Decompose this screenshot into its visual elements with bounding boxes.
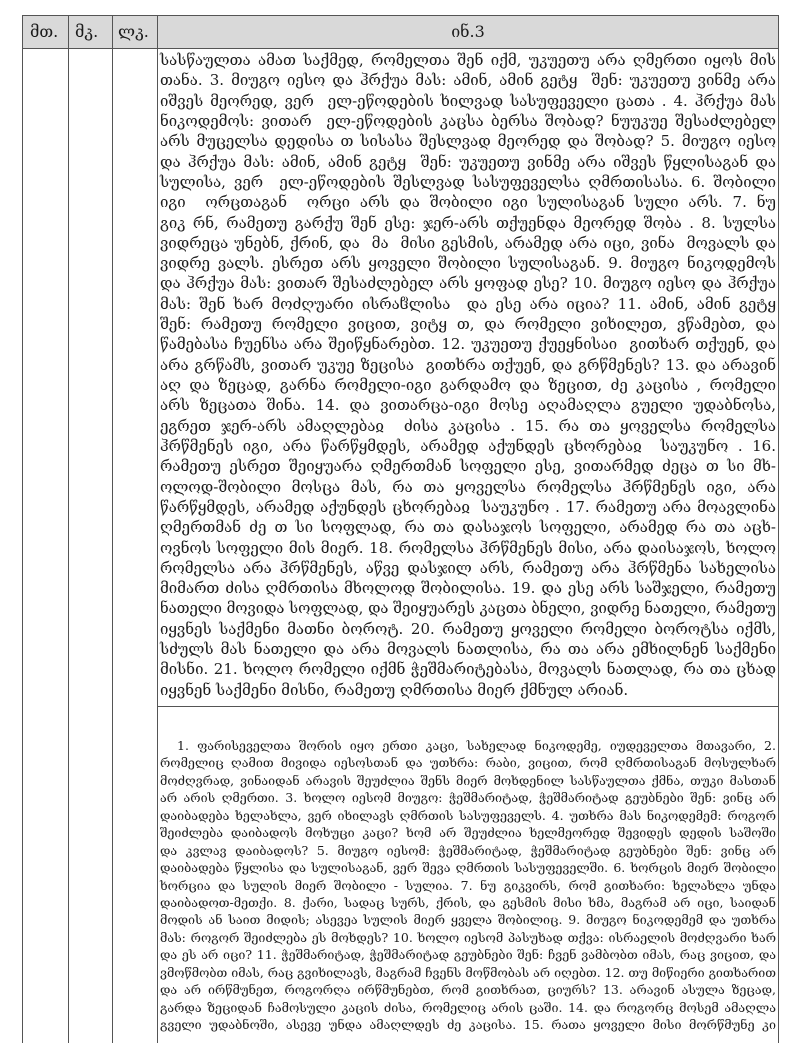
note-text-line-content: რომელიც ღამით მივიდა იესოსთან და უთხრა: რაბი, ვიცით, რომ ღმრთისაგან მოსულხარ <box>160 755 776 771</box>
note-text-line <box>160 807 776 824</box>
main-text-line <box>160 375 776 395</box>
header-label-in3: ინ.3 <box>451 22 485 41</box>
main-text-line-content: შენ: რამეთუ რომელი ვიცით, ვიტყ თ, და რომელი ვიხილეთ, ვწამებთ, და <box>160 315 776 334</box>
note-text-line <box>160 911 776 928</box>
main-text-line <box>160 314 776 334</box>
main-text-line <box>160 659 776 679</box>
main-text-line-content: არა გრწამს, ვითარ უკუე ზეცისა გითხრა თქუენ, და გრწმენეს? 13. და არავინ <box>160 355 776 374</box>
header-label-lk: ლკ. <box>118 22 149 41</box>
main-text-line <box>160 416 776 436</box>
main-text-line-content: წარწყმდეს, არამედ აქუნდეს ცხორებაჲ საუკუნო . 17. რამეთუ არა მოავლინა <box>160 497 776 516</box>
old-georgian-text-block <box>160 50 776 700</box>
note-text-line-content: გარდა ზეციდან ჩამოსული კაცის ძისა, რომელიც არის ცაში. 14. და როგორც მოსემ ამაღლა <box>160 999 776 1015</box>
main-text-line-content: სულისა, ვერ ელ-ეწოდების შესლვად სასუფეველსა ღმრთისასა. 6. შობილი <box>160 172 776 191</box>
main-text-line-content: რომელსა არა ჰრწმენეს, აწვე დასჯილ არს, რამეთუ არა ჰრწმენა სახელისა <box>160 558 776 577</box>
header-label-mt: მთ. <box>30 22 59 41</box>
main-text-line-content: ჰრწმენეს იგი, არა წარწყმდეს, არამედ აქუნდეს ცხორებაჲ საუკუნო . 16. <box>160 436 776 455</box>
main-text-line <box>160 152 776 172</box>
header-label-mk: მკ. <box>75 22 99 41</box>
main-text-line <box>160 456 776 476</box>
note-text-line <box>160 964 776 981</box>
table-header-row <box>22 15 779 49</box>
main-text-line-content: ეგრეთ ჯერ-არს ამაღლებაჲ ძისა კაცისა . 15. რა თა ყოველსა რომელსა <box>160 416 776 435</box>
note-text-line-content: დაიბადოთ-მეთქი. 8. ქარი, სადაც სურს, ქრის, და გესმის მისი ხმა, მაგრამ არ იცი, საიდან <box>160 894 776 910</box>
main-text-line-content: მიმართ ძისა ღმრთისა მხოლოდ შობილისა. 19. და ესე არს საშჯელი, რამეთუ <box>160 579 776 598</box>
note-text-line-content: დაიბადება წყლისა და სულისაგან, ვერ შევა ღმრთის სასუფეველში. 6. ხორცის მიერ შობილი <box>160 860 776 876</box>
note-text-line-content: მოდის ან საით მიდის; ასევეა სულის მიერ ყველა შობილიც. 9. მიუგო ნიკოდემემ და უთხრა <box>160 912 776 928</box>
main-text-line <box>160 639 776 659</box>
main-text-line-content: იშვეს მეორედ, ვერ ელ-ეწოდების ხილვად სასუფეველი ცათა . 4. ჰრქუა მას <box>160 91 776 110</box>
header-cell-lk <box>112 16 157 48</box>
note-text-line <box>160 946 776 963</box>
main-text-line <box>160 233 776 253</box>
main-text-line-content: თანა. 3. მიუგო იესო და ჰრქუა მას: ამინ, ამინ გეტყ შენ: უკუეთუ ვინმე არა <box>160 71 776 90</box>
body-cell-in3-text <box>157 49 779 1043</box>
main-text-line-content: ნიკოდემოს: ვითარ ელ-ეწოდების კაცსა ბერსა შობად? ნუუკუე შესაძლებელ <box>160 111 776 130</box>
main-text-line-content: ვიდრეცა უნებნ, ქრინ, და მა მისი გესმის, არამედ არა იცი, ვინა მოვალს და <box>160 233 776 252</box>
main-text-line <box>160 91 776 111</box>
main-text-line <box>160 111 776 131</box>
main-text-line <box>160 355 776 375</box>
main-text-line-content: მას: შენ ხარ მოძღუარი ისრაჱლისა და ესე არა იცია? 11. ამინ, ამინ გეტყ <box>160 294 776 313</box>
main-text-line <box>160 253 776 273</box>
body-cell-mt-empty <box>22 49 68 1043</box>
modern-georgian-text-block <box>160 737 776 1033</box>
main-text-line-content: იყვნენ საქმენი მისნი, რამეთუ ღმრთისა მიერ ქმნულ არიან. <box>160 680 629 699</box>
note-text-line <box>160 842 776 859</box>
main-text-line <box>160 680 776 700</box>
header-cell-in3 <box>157 16 778 48</box>
note-text-line <box>160 929 776 946</box>
main-text-line-content: რამეთუ ესრეთ შეიყუარა ღმერთმან სოფელი ესე, ვითარმედ ძეცა თ სი მხ- <box>160 457 776 476</box>
main-text-line-content: სძულს მას ნათელი და არა მოვალს ნათლისა, რა თა არა ემხილნენ საქმენი <box>160 640 776 659</box>
main-text-line <box>160 619 776 639</box>
main-text-line <box>160 538 776 558</box>
main-text-line <box>160 172 776 192</box>
main-text-line-content: ოლოდ-შობილი მოსცა მას, რა თა ყოველსა რომელსა ჰრწმენეს იგი, არა <box>160 477 776 496</box>
main-text-line <box>160 558 776 578</box>
main-text-line-content: იგი ორცთაგან ორცი არს და შობილი იგი სულისაგან სული არს. 7. ნუ <box>160 193 776 212</box>
main-text-line-content: ნათელი მოვიდა სოფლად, და შეიყუარეს კაცთა ბნელი, ვიდრე ნათელი, რამეთუ <box>160 599 776 618</box>
main-text-line <box>160 294 776 314</box>
main-text-line-content: იყვნეს საქმენი მათნი ბოროტ. 20. რამეთუ ყოველი რომელი ბოროტსა იქმს, <box>160 619 776 638</box>
main-text-line-content: ოვნოს სოფელი მის მიერ. 18. რომელსა ჰრწმენეს მისი, არა დაისაჯოს, ხოლო <box>160 538 776 557</box>
main-text-line <box>160 334 776 354</box>
main-text-line <box>160 273 776 293</box>
note-text-line <box>160 737 776 754</box>
main-text-line <box>160 436 776 456</box>
main-text-line <box>160 497 776 517</box>
note-text-line-content: მოძღვრად, ვინაიდან არავის შეუძლია შენს მიერ მოხდენილ სასწაულთა ქმნა, თუკი მასთან <box>160 772 776 788</box>
note-text-line-content: შეიძლება დაიბადოს მოხუცი კაცი? ხომ არ შეუძლია ხელმეორედ შევიდეს დედის საშოში <box>160 825 776 841</box>
note-text-line <box>160 894 776 911</box>
main-text-line <box>160 517 776 537</box>
main-text-line-content: ვიდრე ვალს. ესრეთ არს ყოველი შობილი სულისაგან. 9. მიუგო ნიკოდემოს <box>160 254 776 273</box>
body-cell-mk-empty <box>68 49 112 1043</box>
note-text-line-content: 1. ფარისეველთა შორის იყო ერთი კაცი, სახელად ნიკოდემე, იუდეველთა მთავარი, 2. <box>177 738 776 753</box>
main-text-line-content: და ჰრქუა მას: ვითარ შესაძლებელ არს ყოფად ესე? 10. მიუგო იესო და ჰრქუა <box>160 274 776 293</box>
note-text-line-content: მას: როგორ შეიძლება ეს მოხდეს? 10. ხოლო იესომ პასუხად თქვა: ისრაელის მოძღვარი ხარ <box>160 929 776 945</box>
note-text-line <box>160 877 776 894</box>
note-text-line-content: ხორცია და სულის მიერ შობილი - სულია. 7. ნუ გიკვირს, რომ გითხარი: ხელახლა უნდა <box>160 877 776 893</box>
note-text-line-content: არ არის ღმერთი. 3. ხოლო იესომ მიუგო: ჭეშმარიტად, ჭეშმარიტად გეუბნები შენ: ვინც არ <box>160 790 776 806</box>
section-divider <box>158 706 778 707</box>
note-text-line <box>160 1016 776 1033</box>
main-text-line <box>160 578 776 598</box>
note-text-line-content: დაიბადება ხელახლა, ვერ იხილავს ღმრთის სასუფეველს. 4. უთხრა მას ნიკოდემემ: როგორ <box>160 807 776 823</box>
main-text-line <box>160 395 776 415</box>
note-text-line <box>160 824 776 841</box>
header-cell-mk <box>68 16 112 48</box>
note-text-line-content: და ეს არ იცი? 11. ჭეშმარიტად, ჭეშმარიტად გეუბნები შენ: ჩვენ ვამბობთ იმას, რაც ვიცით, და <box>160 947 776 963</box>
main-text-line <box>160 131 776 151</box>
header-cell-mt <box>23 16 68 48</box>
note-text-line <box>160 754 776 771</box>
main-text-line <box>160 213 776 233</box>
main-text-line-content: არს მუცელსა დედისა თ სისასა შესლვად მეორედ და შობად? 5. მიუგო იესო <box>160 132 776 151</box>
note-text-line <box>160 772 776 789</box>
main-text-line-content: მისნი. 21. ხოლო რომელი იქმნ ჭეშმარიტებასა, მოვალს ნათლად, რა თა ცხად <box>160 660 776 679</box>
note-text-line <box>160 981 776 998</box>
main-text-line-content: წამებასა ჩუენსა არა შეიწყნარებთ. 12. უკუეთუ ქუეყნისაი გითხარ თქუენ, და <box>160 335 776 354</box>
main-text-line-content: აღ და ზეცად, გარნა რომელი-იგი გარდამო და ზეცით, ძე კაცისა , რომელი <box>160 376 776 394</box>
main-text-line <box>160 50 776 70</box>
note-text-line-content: გველი უდაბნოში, ასევე უნდა ამაღლდეს ძე კაცისა. 15. რათა ყოველი მისი მორწმუნე კი <box>160 1017 776 1032</box>
note-text-line <box>160 999 776 1016</box>
note-text-line-content: ვმოწმობთ იმას, რაც გვიხილავს, მაგრამ ჩვენს მოწმობას არ იღებთ. 12. თუ მიწიერი გითხარით <box>160 964 776 980</box>
note-text-line <box>160 789 776 806</box>
main-text-line <box>160 477 776 497</box>
main-text-line <box>160 598 776 618</box>
body-cell-lk-empty <box>112 49 157 1043</box>
main-text-line-content: არს ზეცათა შინა. 14. და ვითარცა-იგი მოსე აღამაღლა გუელი უდაბნოსა, <box>160 396 776 415</box>
main-text-line-content: გიკ რნ, რამეთუ გარქუ შენ ესე: ჯერ-არს თქუენდა მეორედ შობა . 8. სულსა <box>160 213 776 232</box>
main-text-line <box>160 70 776 90</box>
note-text-line-content: და არ ირწმუნეთ, როგორღა ირწმუნებთ, რომ გითხრათ, ციურს? 13. არავინ ასულა ზეცად, <box>160 982 776 998</box>
main-text-line-content: ღმერთმან ძე თ სი სოფლად, რა თა დასაჯოს სოფელი, არამედ რა თა აცხ- <box>160 518 776 537</box>
note-text-line-content: და კვლავ დაიბადოს? 5. მიუგო იესომ: ჭეშმარიტად, ჭეშმარიტად გეუბნები შენ: ვინც არ <box>160 842 776 858</box>
note-text-line <box>160 859 776 876</box>
main-text-line-content: და ჰრქუა მას: ამინ, ამინ გეტყ შენ: უკუეთუ ვინმე არა იშვეს წყლისაგან და <box>160 152 776 171</box>
main-text-line <box>160 192 776 212</box>
main-text-line-content: სასწაულთა ამათ საქმედ, რომელთა შენ იქმ, უკუეთუ არა ღმერთი იყოს მის <box>160 51 776 69</box>
